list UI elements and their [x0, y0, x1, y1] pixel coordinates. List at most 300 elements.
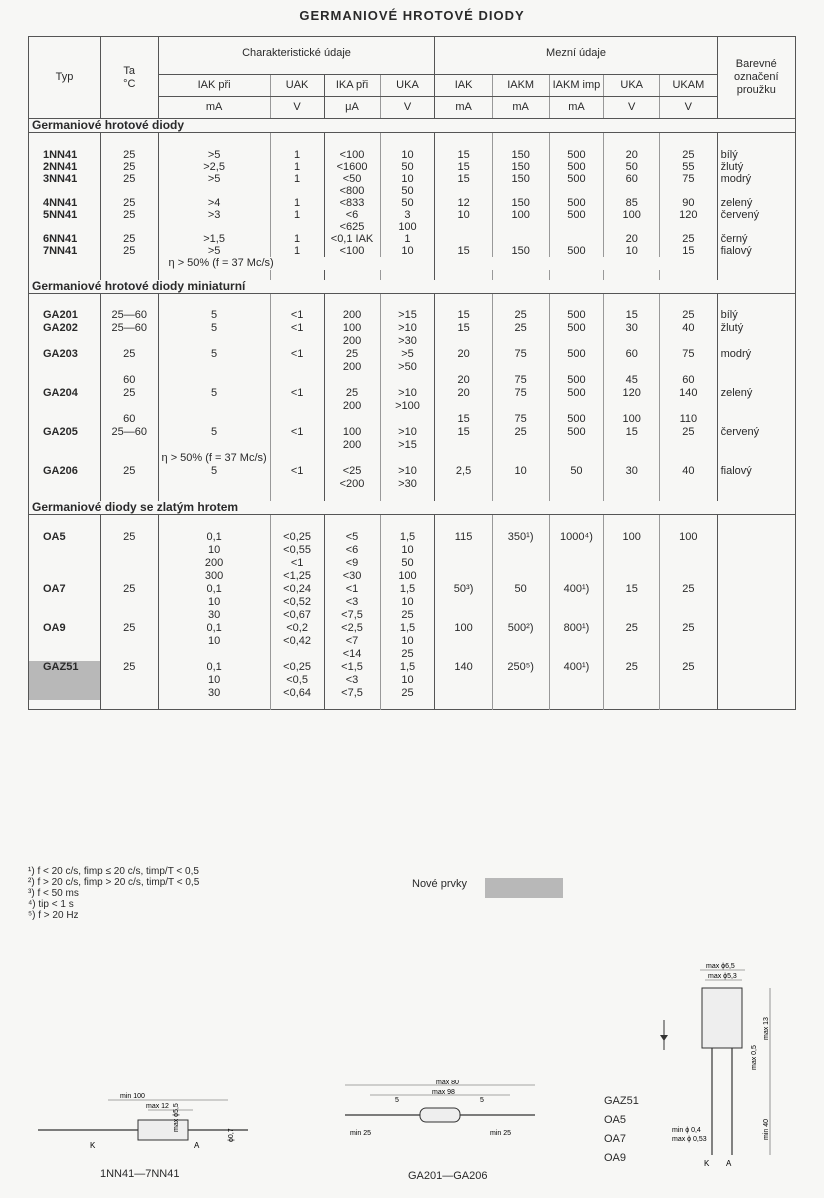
cell-ika: 25 200	[324, 348, 380, 374]
cell-iakm: 75	[492, 374, 549, 387]
cell-m_uka: 10	[604, 245, 660, 257]
cell-imp: 500	[549, 413, 604, 426]
section-title: Germaniové hrotové diody miniaturní	[29, 280, 796, 294]
cell-iak: >3	[158, 209, 270, 233]
cell-m_uka: 30	[604, 465, 660, 491]
cell-iakm	[492, 452, 549, 465]
cell-color: modrý	[720, 172, 752, 185]
cell-m_iak: 20	[435, 348, 492, 374]
d1-label-5: A	[194, 1141, 200, 1150]
cell-ika: <6 <625	[324, 209, 380, 233]
cell-iak: 0,1 10 30	[158, 583, 270, 622]
cell-imp: 500	[549, 348, 604, 374]
cell-imp: 500	[549, 374, 604, 387]
header-unit: V	[660, 97, 717, 119]
table-row	[29, 465, 796, 491]
header-col-0	[158, 75, 270, 97]
cell-m_iak: 15	[435, 149, 492, 161]
cell-m_uka: 60	[604, 173, 660, 197]
cell-iakm: 500²)	[492, 622, 549, 661]
cell-ika: 200	[324, 309, 380, 322]
cell-ta: 25—60	[100, 322, 158, 348]
cell-ukam: 110	[660, 413, 717, 426]
table-row	[29, 661, 796, 700]
cell-color: žlutý	[720, 160, 744, 173]
cell-ika	[324, 413, 380, 426]
d3-label-7: K	[704, 1159, 710, 1168]
header-unit: mA	[158, 97, 270, 119]
cell-iak: 0,1 10 30	[158, 661, 270, 700]
cell-uak: 1	[270, 161, 324, 173]
d3-label-0: max ϕ6,5	[706, 963, 735, 970]
header-unit: V	[604, 97, 660, 119]
cell-ika: <1,5 <3 <7,5	[324, 661, 380, 700]
cell-iak: >5	[158, 245, 270, 257]
cell-m_uka: 120	[604, 387, 660, 413]
header-col-label: UAK	[285, 79, 309, 91]
cell-m_uka: 15	[604, 583, 660, 622]
header-unit: mA	[549, 97, 604, 119]
cell-ta: 25	[100, 209, 158, 233]
cell-iakm: 150	[492, 149, 549, 161]
cell-m_uka: 25	[604, 661, 660, 700]
footnote-3: ³) f < 50 ms	[28, 888, 79, 899]
cell-uka: 10	[380, 149, 435, 161]
d3-label-5: min ϕ 0,4	[672, 1127, 701, 1134]
cell-uka	[380, 452, 435, 465]
cell-uak: <1	[270, 309, 324, 322]
cell-ukam: 40	[660, 322, 717, 348]
cell-uak: <0,25 <0,5 <0,64	[270, 661, 324, 700]
cell-iakm: 25	[492, 426, 549, 452]
cell-color	[717, 622, 795, 661]
cell-m_uka: 100	[604, 531, 660, 583]
cell-m_uka	[604, 452, 660, 465]
cell-uka: >10 >100	[380, 387, 435, 413]
cell-ukam: 25	[660, 426, 717, 452]
cell-m_uka: 20	[604, 233, 660, 245]
cell-color: zelený	[720, 387, 753, 399]
table-row	[29, 149, 796, 161]
cell-m_iak: 10	[435, 209, 492, 233]
table-row	[29, 197, 796, 209]
cell-typ: 2NN41	[29, 161, 101, 173]
cell-ta: 25	[100, 387, 158, 413]
header-unit: mA	[492, 97, 549, 119]
table-row	[29, 233, 796, 245]
cell-m_uka: 15	[604, 309, 660, 322]
d3-types	[604, 1092, 639, 1168]
header-mezni: Mezní údaje	[435, 37, 717, 75]
header-col-8	[660, 75, 717, 97]
cell-iakm: 75	[492, 387, 549, 413]
cell-iakm: 150	[492, 197, 549, 209]
header-col-4	[435, 75, 492, 97]
d3-label-3: max 0,5	[751, 1045, 758, 1070]
header-ta	[100, 37, 158, 119]
cell-iak: 5	[158, 309, 270, 322]
cell-ika: <5 <6 <9 <30	[324, 531, 380, 583]
header-unit: μA	[324, 97, 380, 119]
nove-prvky-label: Nové prvky	[412, 878, 468, 890]
section-note-row	[29, 257, 796, 270]
section-title: Germaniové hrotové diody	[29, 119, 796, 133]
header-col-label: IAK	[197, 79, 216, 91]
cell-iak: 0,1 10 200 300	[158, 531, 270, 583]
cell-ta	[100, 452, 158, 465]
cell-m_uka: 20	[604, 149, 660, 161]
header-col-label: IAKM	[507, 79, 535, 91]
header-col-5	[492, 75, 549, 97]
cell-ika: <100	[324, 245, 380, 257]
cell-m_uka: 100	[604, 413, 660, 426]
cell-ta: 25	[100, 149, 158, 161]
cell-m_iak: 12	[435, 197, 492, 209]
cell-iakm: 150	[492, 173, 549, 197]
cell-ika: 100 200	[324, 322, 380, 348]
cell-iakm: 75	[492, 348, 549, 374]
cell-m_iak: 15	[435, 161, 492, 173]
cell-uka: 50	[380, 161, 435, 173]
cell-iak: 5	[158, 465, 270, 491]
d2-label-3: 5	[480, 1097, 484, 1104]
table-row	[29, 583, 796, 622]
cell-imp: 50	[549, 465, 604, 491]
cell-m_iak: 15	[435, 245, 492, 257]
page-title: GERMANIOVÉ HROTOVÉ DIODY	[299, 8, 525, 23]
table-row	[29, 173, 796, 197]
cell-m_iak: 140	[435, 661, 492, 700]
d1-label-2: max ϕ5,5	[173, 1103, 180, 1132]
cell-ukam: 75	[660, 173, 717, 197]
cell-ukam: 25	[660, 661, 717, 700]
cell-uak: <1	[270, 348, 324, 374]
cell-uka: 1,5 10 25	[380, 583, 435, 622]
cell-typ: GA203	[29, 348, 101, 374]
header-col-label: UKAM	[672, 79, 705, 91]
cell-iakm: 100	[492, 209, 549, 233]
cell-color: bílý	[720, 309, 738, 321]
cell-iak: >5	[158, 149, 270, 161]
cell-typ: OA5	[29, 531, 101, 583]
cell-ika	[324, 452, 380, 465]
cell-color	[717, 452, 795, 465]
cell-ika: <100	[324, 149, 380, 161]
section-header	[29, 501, 796, 515]
d3-label-1: max ϕ5,3	[708, 973, 737, 980]
cell-color	[717, 531, 795, 583]
cell-iak: 5	[158, 426, 270, 452]
diode-drawing-oa	[650, 960, 790, 1170]
cell-typ: 7NN41	[29, 245, 101, 257]
cell-uka	[380, 374, 435, 387]
cell-ta: 25	[100, 245, 158, 257]
cell-ukam	[660, 452, 717, 465]
cell-m_iak: 15	[435, 173, 492, 197]
cell-typ: 3NN41	[29, 173, 101, 197]
cell-uka	[380, 413, 435, 426]
d1-label-4: K	[90, 1141, 96, 1150]
cell-m_iak: 15	[435, 426, 492, 452]
table-row	[29, 413, 796, 426]
cell-iakm: 150	[492, 161, 549, 173]
cell-ika: 25 200	[324, 387, 380, 413]
cell-typ: GA201	[29, 309, 101, 322]
table-row	[29, 161, 796, 173]
nove-prvky-swatch	[485, 878, 563, 898]
section-title: Germaniové diody se zlatým hrotem	[29, 501, 796, 515]
cell-uak: 1	[270, 245, 324, 257]
cell-uak: <0,25 <0,55 <1 <1,25	[270, 531, 324, 583]
table-row	[29, 209, 796, 233]
d2-label-5: min 25	[490, 1130, 512, 1137]
cell-uka: 1	[380, 233, 435, 245]
d3-type-2: OA7	[604, 1133, 627, 1145]
cell-ukam: 120	[660, 209, 717, 233]
cell-ukam: 75	[660, 348, 717, 374]
d1-label-1: max 12	[146, 1103, 169, 1110]
cell-ika: <833	[324, 197, 380, 209]
footnote-4: ⁴) tip < 1 s	[28, 899, 74, 910]
cell-m_iak: 100	[435, 622, 492, 661]
d3-type-1: OA5	[604, 1114, 627, 1126]
d3-type-0: GAZ51	[604, 1095, 639, 1107]
cell-color	[717, 374, 795, 387]
cell-ta: 25	[100, 348, 158, 374]
cell-ukam: 25	[660, 233, 717, 245]
cell-uak: <1	[270, 465, 324, 491]
cell-uak: 1	[270, 197, 324, 209]
cell-typ	[29, 452, 101, 465]
cell-ika: <25 <200	[324, 465, 380, 491]
cell-ukam: 25	[660, 309, 717, 322]
cell-ta: 25	[100, 161, 158, 173]
cell-iak: >5	[158, 173, 270, 197]
cell-m_uka: 60	[604, 348, 660, 374]
header-col-6	[549, 75, 604, 97]
cell-m_uka: 50	[604, 161, 660, 173]
cell-imp: 1000⁴)	[549, 531, 604, 583]
header-ta-label: Ta	[123, 64, 136, 77]
cell-m_iak	[435, 233, 492, 245]
cell-uka: 10 50	[380, 173, 435, 197]
section-header	[29, 280, 796, 294]
cell-imp: 800¹)	[549, 622, 604, 661]
header-unit: V	[380, 97, 435, 119]
table-row	[29, 322, 796, 348]
header-col-7	[604, 75, 660, 97]
cell-m_iak: 15	[435, 413, 492, 426]
cell-imp: 400¹)	[549, 661, 604, 700]
cell-uka: >5 >50	[380, 348, 435, 374]
cell-uka: 10	[380, 245, 435, 257]
table-row	[29, 426, 796, 452]
cell-iak	[158, 374, 270, 387]
d2-label-1: max 98	[432, 1089, 455, 1096]
header-col-label: při	[218, 79, 231, 91]
diode-drawing-ga	[340, 1080, 540, 1150]
d3-type-3: OA9	[604, 1152, 627, 1164]
cell-uak: <0,24 <0,52 <0,67	[270, 583, 324, 622]
header-col-label: IAK	[454, 79, 473, 91]
header-ta-unit: °C	[123, 77, 136, 90]
cell-m_uka: 45	[604, 374, 660, 387]
d2-label-2: 5	[395, 1097, 399, 1104]
footnote-5: ⁵) f > 20 Hz	[28, 910, 79, 921]
cell-imp	[549, 452, 604, 465]
cell-uak	[270, 413, 324, 426]
cell-iakm: 350¹)	[492, 531, 549, 583]
cell-ta: 25	[100, 465, 158, 491]
cell-ika	[324, 374, 380, 387]
cell-imp: 400¹)	[549, 583, 604, 622]
cell-m_uka: 85	[604, 197, 660, 209]
d2-caption: GA201—GA206	[408, 1170, 488, 1182]
cell-imp: 500	[549, 173, 604, 197]
cell-imp: 500	[549, 161, 604, 173]
cell-color	[717, 583, 795, 622]
cell-color: červený	[720, 208, 760, 221]
footnote-2: ²) f > 20 c/s, fimp > 20 c/s, timp/T < 0,5	[28, 877, 200, 888]
diode-table	[28, 36, 796, 710]
cell-imp: 500	[549, 426, 604, 452]
cell-ika: <1 <3 <7,5	[324, 583, 380, 622]
cell-uak: 1	[270, 209, 324, 233]
cell-m_iak: 20	[435, 374, 492, 387]
cell-ta: 25	[100, 583, 158, 622]
cell-iakm: 250⁵)	[492, 661, 549, 700]
cell-color: zelený	[720, 196, 753, 209]
cell-imp: 500	[549, 309, 604, 322]
cell-color	[717, 413, 795, 426]
cell-ukam: 25	[660, 622, 717, 661]
cell-ika: <1600	[324, 161, 380, 173]
cell-ta: 60	[100, 374, 158, 387]
cell-uak: <1	[270, 426, 324, 452]
section-header	[29, 119, 796, 133]
cell-m_iak: 15	[435, 309, 492, 322]
cell-m_iak: 2,5	[435, 465, 492, 491]
d3-label-8: A	[726, 1159, 732, 1168]
cell-iak: 5	[158, 387, 270, 413]
cell-ika: <50 <800	[324, 173, 380, 197]
header-col-label: při	[356, 79, 369, 91]
table-row	[29, 452, 796, 465]
cell-ta: 60	[100, 413, 158, 426]
cell-m_iak: 20	[435, 387, 492, 413]
cell-ukam: 140	[660, 387, 717, 413]
d1-caption: 1NN41—7NN41	[100, 1168, 180, 1180]
header-barevne: Barevné označení proužku	[717, 37, 795, 119]
header-col-3	[380, 75, 435, 97]
cell-iak: >1,5	[158, 233, 270, 245]
cell-imp: 500	[549, 209, 604, 233]
cell-ukam: 55	[660, 161, 717, 173]
cell-ta: 25	[100, 531, 158, 583]
cell-color: fialový	[720, 244, 752, 257]
cell-ta: 25—60	[100, 309, 158, 322]
cell-uka: 1,5 10 50 100	[380, 531, 435, 583]
cell-imp: 500	[549, 387, 604, 413]
cell-uka: 1,5 10 25	[380, 622, 435, 661]
cell-imp: 500	[549, 149, 604, 161]
table-row	[29, 245, 796, 257]
cell-uka: 1,5 10 25	[380, 661, 435, 700]
cell-typ: OA9	[29, 622, 101, 661]
cell-uka: 3 100	[380, 209, 435, 233]
cell-uka: >10 >30	[380, 322, 435, 348]
table-row	[29, 309, 796, 322]
cell-typ: 4NN41	[29, 197, 101, 209]
header-typ: Typ	[29, 37, 101, 119]
cell-m_uka: 100	[604, 209, 660, 233]
footnotes	[28, 866, 199, 921]
cell-ta: 25	[100, 661, 158, 700]
cell-typ	[29, 413, 101, 426]
cell-iakm: 25	[492, 322, 549, 348]
header-col-1	[270, 75, 324, 97]
cell-uak	[270, 452, 324, 465]
cell-iak: 5	[158, 322, 270, 348]
cell-ukam: 25	[660, 149, 717, 161]
cell-iakm: 25	[492, 309, 549, 322]
cell-iakm	[492, 233, 549, 245]
d1-label-0: min 100	[120, 1093, 145, 1100]
cell-typ: GA204	[29, 387, 101, 413]
cell-typ: GA202	[29, 322, 101, 348]
cell-ukam: 40	[660, 465, 717, 491]
cell-m_uka: 25	[604, 622, 660, 661]
d2-label-0: max 80	[436, 1080, 459, 1086]
header-col-label: UKA	[396, 79, 419, 91]
cell-uka: >10 >15	[380, 426, 435, 452]
cell-m_uka: 30	[604, 322, 660, 348]
cell-ika: <0,1 IAK	[324, 233, 380, 245]
table-row	[29, 622, 796, 661]
header-char: Charakteristické údaje	[158, 37, 435, 75]
cell-uka: >15	[380, 309, 435, 322]
footnote-1: ¹) f < 20 c/s, fimp ≤ 20 c/s, timp/T < 0,5	[28, 866, 199, 877]
cell-iak: >2,5	[158, 161, 270, 173]
cell-imp: 500	[549, 197, 604, 209]
cell-iak: η > 50% (f = 37 Mc/s)	[158, 452, 270, 465]
cell-typ: 5NN41	[29, 209, 101, 233]
cell-color: červený	[720, 426, 760, 438]
cell-color: bílý	[720, 148, 738, 161]
cell-color: žlutý	[720, 322, 744, 334]
cell-m_iak: 50³)	[435, 583, 492, 622]
header-col-label: IKA	[335, 79, 353, 91]
cell-uak: <1	[270, 322, 324, 348]
cell-uak	[270, 374, 324, 387]
cell-m_iak	[435, 452, 492, 465]
cell-color	[717, 661, 795, 700]
header-col-label: UKA	[620, 79, 644, 91]
cell-ta: 25	[100, 233, 158, 245]
cell-ta: 25	[100, 622, 158, 661]
cell-uka: 50	[380, 197, 435, 209]
section-note: η > 50% (f = 37 Mc/s)	[158, 257, 435, 270]
cell-iakm: 75	[492, 413, 549, 426]
cell-typ: GA206	[29, 465, 101, 491]
cell-ukam: 100	[660, 531, 717, 583]
cell-typ	[29, 374, 101, 387]
table-row	[29, 348, 796, 374]
header-col-label: IAKM imp	[552, 79, 601, 91]
cell-iakm: 10	[492, 465, 549, 491]
cell-ta: 25	[100, 197, 158, 209]
cell-ta: 25	[100, 173, 158, 197]
